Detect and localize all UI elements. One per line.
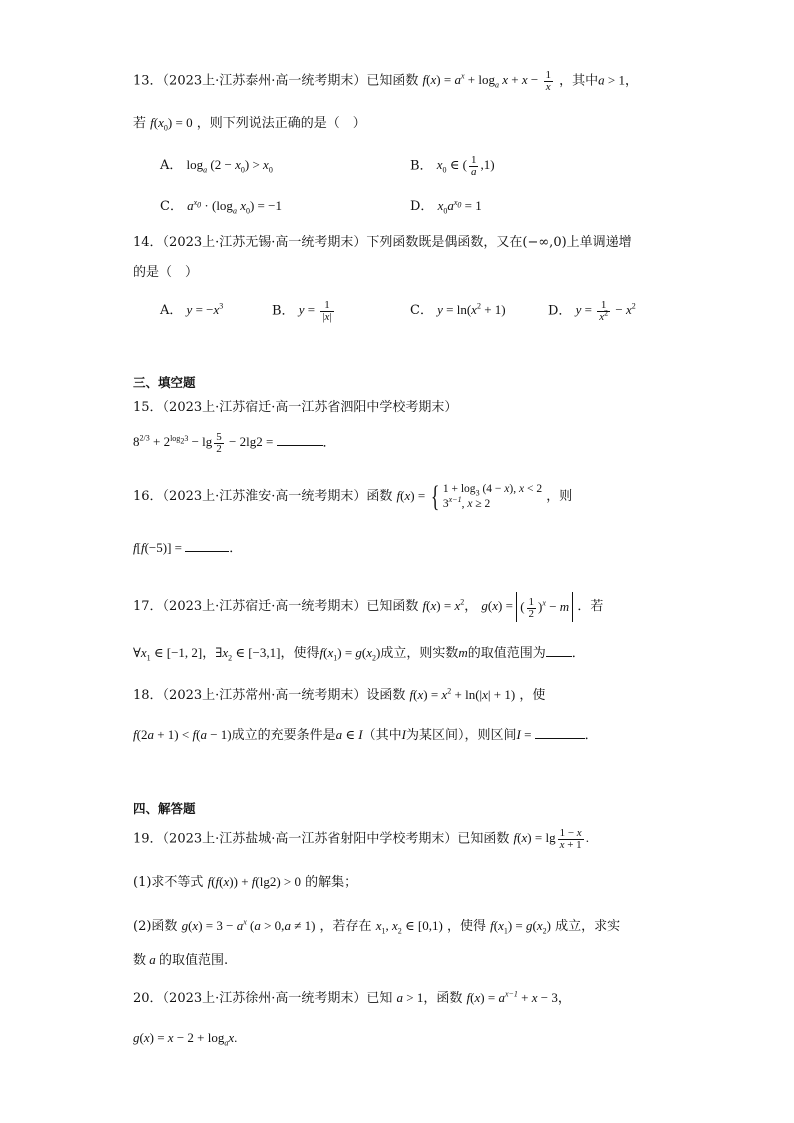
- q18-answer-blank[interactable]: [535, 726, 585, 739]
- q15-expression: $8^{2/3} + 2^{log_23} - \lg$ $\frac{5}{2}$ − 2lg2 = ．: [133, 431, 336, 455]
- q13-option-a[interactable]: A． $\log_a (2 - x_0) > x_0$: [160, 157, 273, 175]
- question-16-stem: 16．（2023上·江苏淮安·高一统考期末）函数 f(x) = { $1 + \log_3 (4 - x)$, x < 2 $3^{x-1}$, x ≥ 2 ，则: [133, 480, 573, 513]
- question-17-stem: 17．（2023上·江苏宿迁·高一统考期末）已知函数 $f(x) = x^2$， g(x) = ( $\frac{1}{2}$ )$^x$ − m ．若: [133, 592, 603, 622]
- q16-piecewise-function: f(x) = { $1 + \log_3 (4 - x)$, x < 2 $3^{x-1}$, x ≥ 2: [396, 480, 543, 513]
- q13-condition: a > 1: [598, 72, 625, 88]
- q14-option-c[interactable]: C． $y = \ln(x^2 + 1)$: [410, 301, 506, 318]
- question-19-stem: 19．（2023上·江苏盐城·高一江苏省射阳中学校考期末）已知函数 f(x) = lg $\frac{1 - x}{x + 1}$ .: [133, 827, 589, 851]
- q13-option-d[interactable]: D． $x_0a^{x_0} = 1$: [410, 197, 482, 216]
- question-17-stem-2: $\forall x_1$ ∈ [−1, 2]，$\exists x_2$ ∈ [−3,1]，使得$f(x_1) = g(x_2)$成立，则实数m的取值范围为 ．: [133, 645, 585, 663]
- q16-expression: f[f(−5)] = ．: [133, 540, 243, 556]
- question-13-stem: 13．（2023上·江苏泰州·高一统考期末）已知函数 $f(x) = a^x + \log_a x + x$ − $\frac{1}{x}$ ，其中a > 1，: [133, 69, 639, 93]
- q13-function-formula: $f(x) = a^x + \log_a x + x$ − $\frac{1}{x}$: [422, 69, 551, 93]
- q16-answer-blank[interactable]: [185, 539, 229, 552]
- q14-option-b[interactable]: B． y = $\frac{1}{|x|}$: [272, 299, 332, 323]
- question-20-stem-2: $g(x) = x - 2 + \log_ax$.: [133, 1030, 238, 1048]
- q13-option-c[interactable]: C． $a^{x_0} \cdot (\log_a$ $x_0) = -1$: [160, 197, 282, 216]
- question-14-stem: 14．（2023上·江苏无锡·高一统考期末）下列函数既是偶函数，又在(−∞,0)上单调递增: [133, 235, 632, 250]
- q17-answer-blank[interactable]: [546, 644, 572, 657]
- q15-answer-blank[interactable]: [277, 433, 323, 446]
- question-18-stem-2: f(2a + 1) < f(a − 1)成立的充要条件是a ∈ I（其中I为某区间），则区间I = ．: [133, 727, 598, 743]
- question-14-stem-2: 的是（ ）: [133, 265, 199, 280]
- question-15-stem: 15．（2023上·江苏宿迁·高一江苏省泗阳中学校考期末）: [133, 400, 458, 415]
- question-13-stem-2: 若 $f(x_0) = 0$ ，则下列说法正确的是（ ）: [133, 115, 366, 133]
- question-18-stem: 18．（2023上·江苏常州·高一统考期末）设函数 $f(x) = x^2 + \ln(|x| + 1)$ ，使: [133, 686, 546, 703]
- section-title-solutions: 四、解答题: [133, 801, 196, 816]
- q19-part-2-line-2: 数 a 的取值范围.: [133, 952, 229, 968]
- question-20-stem: 20．（2023上·江苏徐州·高一统考期末）已知 a > 1，函数 $f(x) = a^{x-1} + x - 3$，: [133, 989, 571, 1006]
- section-title-fill-in: 三、填空题: [133, 375, 196, 390]
- q19-part-2: (2)函数 $g(x) = 3 - a^x$ (a > 0,a ≠ 1) ，若存在 $x_1$, $x_2$ ∈ [0,1) ，使得 $f(x_1) = g(x_2)$ 成立，求实: [133, 917, 621, 936]
- q14-option-d[interactable]: D． y = $\frac{1}{x^2}$ − $x^2$: [548, 299, 636, 323]
- q13-root-condition: $f(x_0) = 0$: [150, 115, 193, 133]
- q13-text: 13．（2023上·江苏泰州·高一统考期末）已知函数: [133, 73, 419, 89]
- q14-option-a[interactable]: A． $y = -x^3$: [160, 301, 224, 318]
- q13-option-b[interactable]: B． $x_0$ ∈ ( $\frac{1}{a}$ ,1): [410, 154, 495, 178]
- q19-part-1: (1)求不等式 f(f(x)) + f(lg2) > 0 的解集；: [133, 874, 358, 890]
